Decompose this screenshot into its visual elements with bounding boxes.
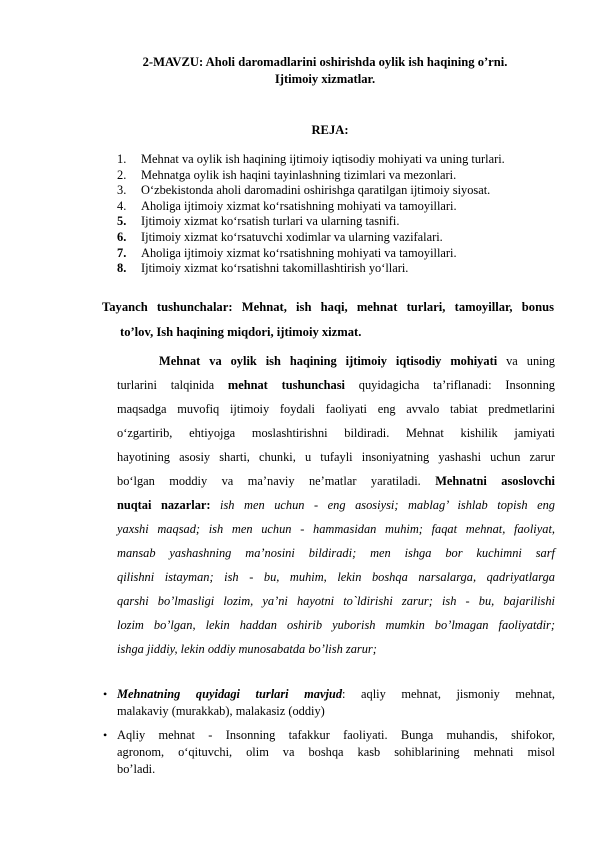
plan-item [117, 261, 567, 277]
plan-item-number: 7. [117, 245, 127, 260]
bold-phrase: nuqtai nazarlar: [117, 498, 211, 512]
plan-item-text: Aholiga ijtimoiy xizmat ko‘rsatishning mohiyati va tamoyillari. [141, 245, 457, 260]
bullet-line: Aqliy mehnat - Insonning tafakkur faoliyati. Bunga muhandis, shifokor, [117, 728, 555, 742]
paragraph-line: mansab yashashning ma’nosini bildiradi; men ishga bor kuchimni sarf [117, 546, 555, 560]
paragraph-line [117, 373, 555, 397]
paragraph-line [159, 349, 555, 373]
paragraph-line: ishga jiddiy, lekin oddiy munosabatda bo’lish zarur; [117, 642, 377, 656]
plan-item-number: 2. [117, 167, 127, 182]
bullet-line: bo’ladi. [117, 762, 156, 776]
paragraph-line: yaxshi maqsad; ish men uchun - hammasidan muhim; faqat mehnat, faoliyat, [117, 522, 555, 536]
paragraph-line: qarshi bo’lmasligi lozim, ya’ni hayotni to`ldirishi zarur; ish - bu, bajarilishi [117, 594, 555, 608]
page-title [90, 54, 560, 88]
plan-item-text: Ijtimoiy xizmat ko‘rsatish turlari va ularning tasnifi. [141, 214, 400, 229]
plan-item-number: 8. [117, 261, 127, 276]
plan-item-number: 1. [117, 152, 127, 166]
plan-list [117, 152, 567, 277]
plan-item [117, 230, 567, 246]
text-span: bo‘lgan moddiy va ma’naviy ne’matlar yaratiladi. [117, 474, 436, 488]
key-concepts-line-1: Tayanch tushunchalar: Mehnat, ish haqi, mehnat turlari, tamoyillar, bonus [102, 300, 554, 314]
paragraph-line: qilishni istayman; ish - bu, muhim, lekin boshqa narsalarga, qadriyatlarga [117, 570, 555, 584]
plan-item [117, 168, 567, 184]
plan-item [117, 214, 567, 230]
text-span: quyidagicha ta’riflanadi: Insonning [344, 378, 555, 392]
plan-item [117, 199, 567, 215]
plan-item-text: Mehnatga oylik ish haqini tayinlashning tizimlari va mezonlari. [141, 167, 457, 182]
plan-item [117, 152, 567, 168]
bold-italic-phrase: Mehnatning quyidagi turlari mavjud [117, 687, 343, 701]
paragraph-line [117, 469, 555, 493]
paragraph-line: o‘zgartirib, ehtiyojga moslashtirishni bildiradi. Mehnat kishilik jamiyati [117, 426, 555, 440]
text-span: : aqliy mehnat, jismoniy mehnat, [342, 687, 555, 701]
bullet-line: agronom, o‘qituvchi, olim va boshqa kasb sohiblarining mehnati misol [117, 745, 555, 759]
plan-item-text: O‘zbekistonda aholi daromadini oshirishga qaratilgan ijtimoiy siyosat. [141, 183, 491, 198]
title-line-2: Ijtimoiy xizmatlar. [274, 72, 376, 86]
plan-item-text: Ijtimoiy xizmat ko‘rsatishni takomillashtirish yo‘llari. [141, 261, 409, 276]
plan-item-number: 3. [117, 183, 127, 198]
plan-item-number: 6. [117, 229, 127, 244]
plan-item [117, 183, 567, 199]
title-line-1: 2-MAVZU: Aholi daromadlarini oshirishda oylik ish haqining o’rni. [142, 55, 508, 69]
bold-phrase: Mehnat va oylik ish haqining ijtimoiy iqtisodiy mohiyati [159, 354, 498, 368]
plan-item-text: Ijtimoiy xizmat ko‘rsatuvchi xodimlar va ularning vazifalari. [141, 229, 443, 244]
bullet-line: malakaviy (murakkab), malakasiz (oddiy) [117, 704, 325, 718]
text-span: turlarini talqinida [117, 378, 228, 392]
bold-phrase: Mehnatni asoslovchi [435, 474, 555, 488]
paragraph-line: lozim bo’lgan, lekin haddan oshirib yuborish mumkin bo’lmagan faoliyatdir; [117, 618, 555, 632]
plan-item [117, 246, 567, 262]
plan-item-text: Mehnat va oylik ish haqining ijtimoiy iqtisodiy mohiyati va uning turlari. [141, 152, 505, 166]
paragraph-line: maqsadga muvofiq ijtimoiy foydali faoliyati eng avvalo tabiat predmetlarini [117, 402, 555, 416]
plan-item-text: Aholiga ijtimoiy xizmat ko‘rsatishning mohiyati va tamoyillari. [141, 198, 457, 213]
text-span: va uning [497, 354, 555, 368]
plan-item-number: 5. [117, 214, 127, 229]
bullet-marker: • [103, 728, 108, 742]
bullet-line [117, 686, 555, 702]
paragraph-line: hayotining asosiy sharti, chunki, u tufayli insoniyatning yashashi uchun zarur [117, 450, 555, 464]
reja-heading: REJA: [311, 123, 349, 137]
bullet-marker: • [103, 687, 108, 701]
italic-phrase: ish men uchun - eng asosiysi; mablag’ ishlab topish eng [210, 498, 555, 512]
paragraph-line [117, 493, 555, 517]
bold-phrase: mehnat tushunchasi [227, 378, 345, 392]
plan-item-number: 4. [117, 198, 127, 213]
key-concepts-line-2: to’lov, Ish haqining miqdori, ijtimoiy xizmat. [120, 325, 362, 339]
